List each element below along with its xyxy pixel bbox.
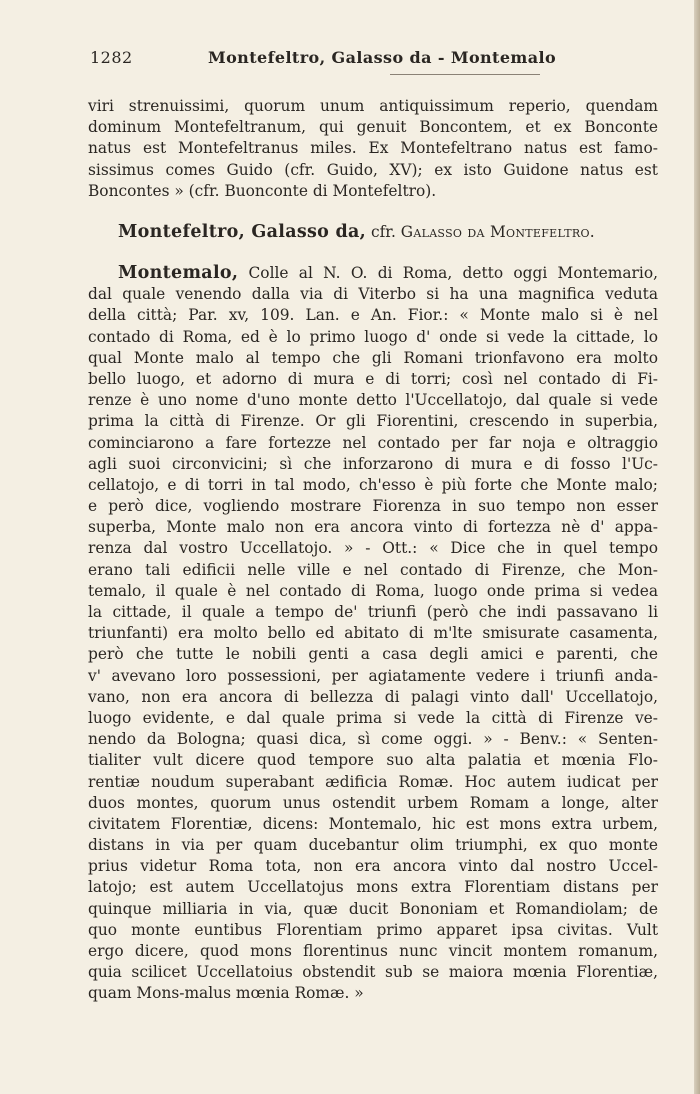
entry-first-line <box>88 263 658 284</box>
text-line: erano tali edificii nelle ville e nel contado di Firenze, che Mon- <box>88 560 658 579</box>
text-line: quo monte euntibus Florentiam primo apparet ipsa civitas. Vult <box>88 920 658 939</box>
text-line: sissimus comes Guido (cfr. Guido, XV); ex isto Guidone natus est <box>88 160 658 179</box>
text-line: e però dice, vogliendo mostrare Fiorenza in suo tempo non esser <box>88 497 658 516</box>
text-line: latojo; est autem Uccellatojus mons extra Florentiam distans per <box>88 878 658 897</box>
text-line: cominciarono a fare fortezze nel contado per far noja e oltraggio <box>88 433 658 452</box>
text-line: viri strenuissimi, quorum unum antiquissimum reperio, quendam <box>88 97 658 115</box>
text-line: renza dal vostro Uccellatojo. » - Ott.: « Dice che in quel tempo <box>88 539 658 558</box>
text-line: rentiæ noudum superabant ædificia Romæ. Hoc autem iudicat per <box>88 772 658 791</box>
text-line: dominum Montefeltranum, qui genuit Boncontem, et ex Bonconte <box>88 118 658 137</box>
text-line: prius videtur Roma tota, non era ancora vinto dal nostro Uccel- <box>88 857 658 876</box>
page-header <box>88 48 658 72</box>
text-line: vano, non era ancora di bellezza di palagi vinto dall' Uccellatojo, <box>88 687 658 706</box>
header-rule <box>390 74 540 75</box>
text-line: dal quale venendo dalla via di Viterbo si ha una magnifica veduta <box>88 285 658 304</box>
text-line: duos montes, quorum unus ostendit urbem Romam a longe, alter <box>88 793 658 812</box>
text-line: agli suoi circonvicini; sì che inforzarono di mura e di fosso l'Uc- <box>88 454 658 473</box>
cross-reference: Galasso da Montefeltro. <box>400 223 595 241</box>
entry-montefeltro-galasso <box>88 222 658 243</box>
text-line: ergo dicere, quod mons florentinus nunc vincit montem romanum, <box>88 942 658 960</box>
running-head: Montefeltro, Galasso da - Montemalo <box>208 48 557 67</box>
text-line: della città; Par. xv, 109. Lan. e An. Fior.: « Monte malo si è nel <box>88 306 658 325</box>
text-line: la cittade, il quale a tempo de' triunfi (però che indi passavano li <box>88 603 658 621</box>
text-line: prima la città di Firenze. Or gli Fiorentini, crescendo in superbia, <box>88 412 658 431</box>
text-line: triunfanti) era molto bello ed abitato di m'lte smisurate casamenta, <box>88 624 658 643</box>
text-line: qual Monte malo al tempo che gli Romani trionfavono era molto <box>88 348 658 367</box>
text-line: luogo evidente, e dal quale prima si vede la città di Firenze ve- <box>88 708 658 727</box>
page-number: 1282 <box>90 48 133 67</box>
text-line: quinque milliaria in via, quæ ducit Bononiam et Romandiolam; de <box>88 899 658 918</box>
text-line: contado di Roma, ed è lo primo luogo d' onde si vede la cittade, lo <box>88 327 658 346</box>
text-line: v' avevano loro possessioni, per agiatamente vedere i triunfi anda- <box>88 666 658 685</box>
entry-headword: Montefeltro, Galasso da, <box>118 222 367 242</box>
text-line: nendo da Bologna; quasi dica, sì come oggi. » - Benv.: « Senten- <box>88 730 658 749</box>
entry-headword: Montemalo, <box>118 263 239 283</box>
text-line: natus est Montefeltranus miles. Ex Montefeltrano natus est famo- <box>88 139 658 158</box>
text-line: tialiter vult dicere quod tempore suo alta palatia et mœnia Flo- <box>88 751 658 770</box>
text-line: distans in via per quam ducebantur olim triumphi, ex quo monte <box>88 836 658 855</box>
continuation-paragraph <box>88 96 658 202</box>
page-edge-shadow <box>694 0 700 1094</box>
text-line: cellatojo, e di torri in tal modo, ch'esso è più forte che Monte malo; <box>88 475 658 494</box>
entry-text: cfr. <box>366 223 401 241</box>
text-line: però che tutte le nobili genti a casa degli amici e parenti, che <box>88 645 658 664</box>
text-line: bello luogo, et adorno di mura e di torri; così nel contado di Fi- <box>88 369 658 388</box>
entry-montemalo <box>88 263 658 1005</box>
text-line: quam Mons-malus mœnia Romæ. » <box>88 984 364 1003</box>
text-line: temalo, il quale è nel contado di Roma, luogo onde prima si vedea <box>88 581 658 600</box>
text-line: Boncontes » (cfr. Buonconte di Montefeltro). <box>88 181 437 200</box>
entry-line <box>118 222 658 243</box>
text-line: renze è uno nome d'uno monte detto l'Uccellatojo, dal quale si vede <box>88 391 658 410</box>
text-line: Colle al N. O. di Roma, detto oggi Montemario, <box>238 264 658 282</box>
text-line: quia scilicet Uccellatoius obstendit sub se maiora mœnia Florentiæ, <box>88 963 658 982</box>
text-line: superba, Monte malo non era ancora vinto di fortezza nè d' appa- <box>88 518 658 537</box>
text-line: civitatem Florentiæ, dicens: Montemalo, hic est mons extra urbem, <box>88 814 658 833</box>
